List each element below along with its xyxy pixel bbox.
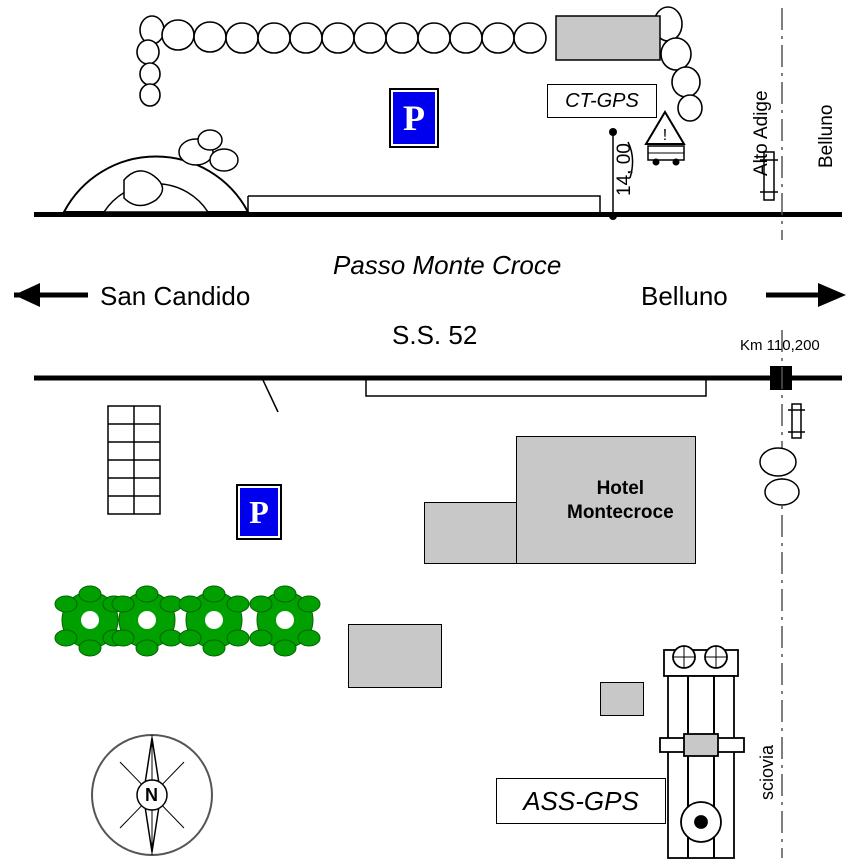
- hotel-building-annex: [424, 502, 520, 564]
- building-small-left: [348, 624, 442, 688]
- ct-gps-label: CT-GPS: [547, 84, 657, 118]
- ass-gps-label: ASS-GPS: [496, 778, 666, 824]
- parking-sign-icon-lower: [236, 484, 282, 540]
- hotel-name-line2: Montecroce: [567, 501, 674, 523]
- tree-icon: [55, 586, 320, 656]
- road-code-label: S.S. 52: [392, 320, 478, 350]
- parking-sign-icon-upper: [389, 88, 439, 148]
- direction-label-right: Belluno: [641, 281, 728, 311]
- svg-text:!: !: [662, 127, 668, 144]
- province-label-alto-adige: Alto Adige: [751, 90, 772, 176]
- sciovia-label: sciovia: [757, 744, 777, 800]
- direction-label-left: San Candido: [100, 281, 251, 311]
- province-label-belluno: Belluno: [816, 104, 837, 168]
- compass-north-label: N: [145, 785, 158, 805]
- hotel-name-line1: Hotel: [596, 478, 645, 499]
- road-name-label: Passo Monte Croce: [333, 250, 562, 280]
- building-small-right: [600, 682, 644, 716]
- parking-sign-letter-lower: P: [238, 486, 280, 538]
- hotel-name-label: [567, 477, 674, 525]
- ski-lift-icon: [660, 646, 744, 858]
- distance-annotation: 14, 00: [614, 143, 635, 196]
- km-marker-label: Km 110,200: [740, 337, 820, 354]
- parking-sign-letter-upper: P: [391, 90, 437, 146]
